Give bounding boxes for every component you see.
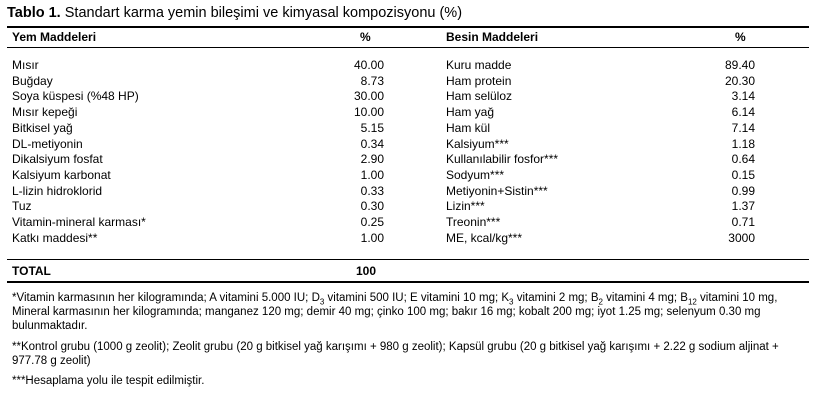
feed-name: Dikalsiyum fosfat	[12, 152, 103, 166]
feed-pct: 30.00	[353, 89, 384, 103]
nutrient-name: Lizin***	[446, 199, 485, 213]
header-nutrient: Besin Maddeleri	[446, 30, 539, 44]
feed-name: Vitamin-mineral karması*	[12, 215, 146, 229]
footnote-vitamin-part: *Vitamin karmasının her kilogramında; A vitamini 5.000 IU; D	[12, 292, 320, 304]
nutrient-pct: 1.37	[731, 199, 755, 213]
table-title	[7, 5, 462, 21]
footnote-vitamin-part: vitamini 500 IU; E vitamini 10 mg; K	[324, 292, 510, 304]
total-value: 100	[356, 264, 377, 278]
table-number: Tablo 1.	[7, 5, 61, 21]
footnote-calculated: ***Hesaplama yolu ile tespit edilmiştir.	[12, 375, 205, 387]
feed-pct: 40.00	[353, 58, 384, 72]
feed-pct: 1.00	[360, 168, 384, 182]
nutrient-pct: 3000	[728, 231, 755, 245]
feed-name: L-lizin hidroklorid	[12, 184, 103, 198]
feed-pct: 0.33	[360, 184, 384, 198]
subscript: 3	[509, 297, 514, 307]
nutrient-pct: 89.40	[724, 58, 755, 72]
nutrient-pct: 3.14	[731, 89, 755, 103]
total-label: TOTAL	[12, 264, 51, 278]
nutrient-pct: 7.14	[731, 121, 755, 135]
feed-pct: 2.90	[360, 152, 384, 166]
feed-name: Buğday	[12, 74, 53, 88]
footnote-vitamin-part: vitamini 10 mg, Mineral karmasının her kilogramında; manganez 120 mg; demir 40 mg; çinko 100 mg; bakır 16 mg; kobalt 200 mg; iyot 1.25 mg; selenyum 0.30 mg bulunmaktadır.	[12, 292, 778, 332]
footnote-vitamin	[12, 291, 807, 333]
nutrient-pct: 0.64	[731, 152, 755, 166]
feed-pct: 0.30	[360, 199, 384, 213]
nutrient-name: Treonin***	[446, 215, 501, 229]
nutrient-pct: 0.71	[731, 215, 755, 229]
feed-name: Kalsiyum karbonat	[12, 168, 111, 182]
table-caption: Standart karma yemin bileşimi ve kimyasal kompozisyonu (%)	[64, 5, 463, 21]
nutrient-name: Kuru madde	[446, 58, 512, 72]
subscript: 3	[319, 297, 325, 307]
footnote-vitamin-part: vitamini 2 mg; B	[513, 292, 599, 304]
feed-name: Mısır	[12, 58, 39, 72]
nutrient-name: Ham yağ	[446, 105, 495, 119]
feed-name: Katkı maddesi**	[12, 231, 98, 245]
bottom-rule	[7, 281, 809, 283]
total-top-rule	[7, 259, 809, 260]
nutrient-name: Kalsiyum***	[446, 137, 509, 151]
feed-name: Mısır kepeği	[12, 105, 78, 119]
nutrient-name: ME, kcal/kg***	[446, 231, 523, 245]
top-rule	[7, 26, 809, 28]
footnote-vitamin-part: vitamini 4 mg; B	[602, 292, 688, 304]
feed-name: DL-metiyonin	[12, 137, 83, 151]
nutrient-name: Ham selüloz	[446, 89, 513, 103]
nutrient-pct: 1.18	[731, 137, 755, 151]
footnote-groups: **Kontrol grubu (1000 g zeolit); Zeolit grubu (20 g bitkisel yağ karışımı + 980 g zeolit); Kapsül grubu (20 g bitkisel yağ karışımı + 2.22 g sodium aljinat + 977.78 g zeolit)	[12, 341, 779, 367]
nutrient-name: Sodyum***	[446, 168, 505, 182]
feed-pct: 10.00	[353, 105, 384, 119]
nutrient-name: Metiyonin+Sistin***	[446, 184, 548, 198]
feed-name: Tuz	[12, 199, 32, 213]
feed-name: Soya küspesi (%48 HP)	[12, 89, 139, 103]
nutrient-name: Kullanılabilir fosfor***	[446, 152, 559, 166]
subscript: 12	[687, 297, 697, 307]
feed-name: Bitkisel yağ	[12, 121, 73, 135]
nutrient-name: Ham kül	[446, 121, 491, 135]
header-nutrient-pct: %	[735, 30, 746, 44]
header-rule	[7, 47, 809, 48]
nutrient-pct: 0.99	[731, 184, 755, 198]
header-feed: Yem Maddeleri	[12, 30, 97, 44]
feed-pct: 0.25	[360, 215, 384, 229]
feed-pct: 8.73	[360, 74, 384, 88]
nutrient-pct: 6.14	[731, 105, 755, 119]
feed-pct: 0.34	[360, 137, 384, 151]
feed-pct: 5.15	[360, 121, 384, 135]
subscript: 2	[598, 297, 603, 307]
feed-pct: 1.00	[360, 231, 384, 245]
nutrient-name: Ham protein	[446, 74, 512, 88]
nutrient-pct: 0.15	[731, 168, 755, 182]
nutrient-pct: 20.30	[724, 74, 755, 88]
header-feed-pct: %	[360, 30, 371, 44]
